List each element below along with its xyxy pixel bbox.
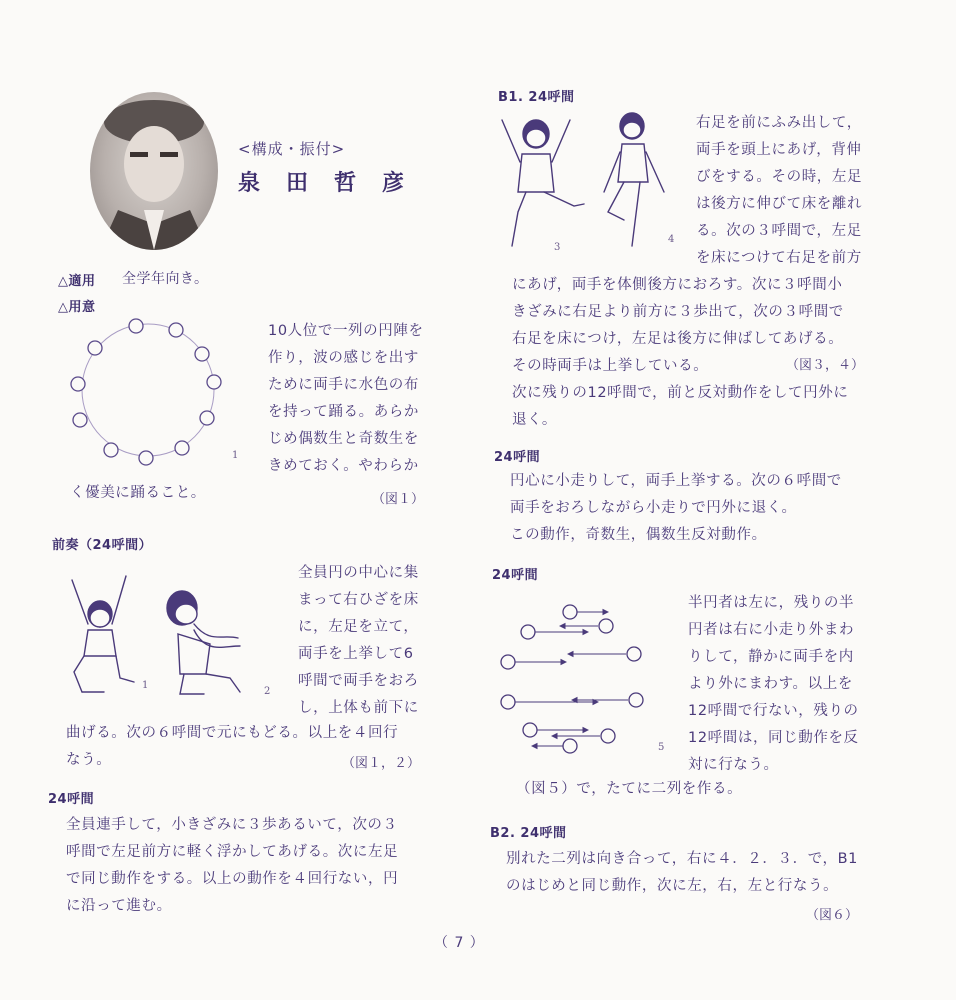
prelude-line: し，上体も前下に — [298, 700, 419, 716]
figure-1-number: 1 — [232, 450, 239, 461]
figure-1-label: 1 — [142, 680, 149, 691]
prep-line: ために両手に水色の布 — [268, 377, 419, 393]
prep-line: きめておく。やわらか — [268, 458, 419, 474]
b1-side-line: は後方に伸びて床を離れ — [696, 196, 863, 212]
b1-side-line: 両手を頭上にあげ，背伸 — [696, 142, 862, 158]
section-a-line: 呼間で左足前方に軽く浮かしてあげる。次に左足 — [66, 844, 399, 860]
apply-label: △適用 — [58, 274, 96, 289]
figure-3-label: 3 — [554, 242, 561, 253]
b2-fig-ref: （図６） — [806, 908, 859, 923]
b1-side-text — [696, 110, 862, 272]
page-number: （ 7 ） — [434, 935, 485, 951]
prelude-line: 両手を上挙して6 — [298, 646, 414, 662]
section-d-line: 半円者は左に，残りの半 — [688, 595, 855, 611]
section-d-line: 12呼間は，同じ動作を反 — [688, 730, 859, 746]
section-d-line: 12呼間で行ない，残りの — [688, 703, 859, 719]
prep-fig-ref: （図１） — [372, 492, 425, 507]
section-c-line: 円心に小走りして，両手上挙する。次の６呼間で — [510, 473, 842, 489]
prep-line: 10人位で一列の円陣を — [268, 323, 424, 339]
prelude-line: まって右ひざを床 — [298, 592, 419, 608]
credit-name: 泉 田 哲 彦 — [238, 171, 407, 196]
b2-line: のはじめと同じ動作，次に左，右，左と行なう。 — [506, 878, 839, 894]
b1-side-line: びをする。その時，左足 — [696, 169, 863, 185]
section-a-line: 全員連手して，小きざみに３歩あるいて，次の３ — [66, 817, 398, 833]
b1-side-line: る。次の３呼間で，左足 — [696, 223, 862, 239]
prelude-full-line: 曲げる。次の６呼間で元にもどる。以上を４回行 — [66, 725, 399, 741]
section-d-heading: 24呼間 — [492, 568, 539, 583]
section-d-after-line: （図５）で，たてに二列を作る。 — [516, 781, 743, 797]
prelude-fig-ref: （図１，２） — [342, 756, 421, 771]
figure-5-line-movement-diagram — [496, 600, 656, 760]
figure-4-label: 4 — [668, 234, 675, 245]
prep-line: 作り，波の感じを出す — [268, 350, 419, 366]
b1-side-line: 右足を前にふみ出して， — [696, 115, 862, 131]
prelude-heading: 前奏（24呼間） — [52, 538, 153, 553]
b1-side-line: を床につけて右足を前方 — [696, 250, 862, 266]
figure-2-label: 2 — [264, 686, 271, 697]
prelude-line: 呼間で両手をおろ — [298, 673, 419, 689]
apply-value: 全学年向き。 — [122, 271, 209, 287]
b1-full-line: にあげ，両手を体側後方におろす。次に３呼間小 — [512, 277, 843, 293]
b1-after-line: 次に残りの12呼間で，前と反対動作をして円外に — [512, 385, 849, 401]
section-d-line: 円者は右に小走り外まわ — [688, 622, 855, 638]
b1-heading: B1. 24呼間 — [498, 90, 575, 105]
prep-line: を持って踊る。あらか — [268, 404, 419, 420]
b1-after-line: 退く。 — [512, 412, 558, 428]
b2-text — [506, 846, 858, 900]
prelude-text-block — [298, 560, 419, 722]
prelude-full-line: なう。 — [66, 752, 112, 768]
b2-heading: B2. 24呼間 — [490, 826, 567, 841]
b1-after-text — [512, 380, 848, 434]
choreographer-photo — [90, 92, 218, 250]
section-c-line: 両手をおろしながら小走りで円外に退く。 — [510, 500, 797, 516]
prelude-line: 全員円の中心に集 — [298, 565, 419, 581]
section-c-heading: 24呼間 — [494, 450, 541, 465]
section-d-line: 対に行なう。 — [688, 757, 779, 773]
section-a-text — [66, 812, 398, 920]
section-a-line: に沿って進む。 — [66, 898, 172, 914]
prep-text-block — [268, 318, 424, 480]
section-d-line: りして，静かに両手を内 — [688, 649, 854, 665]
section-d-side-text — [688, 590, 859, 779]
photo-figure — [90, 92, 218, 250]
credit-role: <構成・振付> — [238, 140, 346, 158]
figure-1-circle-formation — [68, 318, 228, 478]
b1-full-line: 右足を床につけ，左足は後方に伸ばしてあげる。 — [512, 331, 844, 347]
figure-3-4-standing-dancers — [496, 112, 686, 252]
prep-label: △用意 — [58, 300, 96, 315]
b2-line: 別れた二列は向き合って，右に４．２．３．で，B1 — [506, 851, 858, 867]
b1-full-line: きざみに右足より前方に３歩出て，次の３呼間で — [512, 304, 844, 320]
section-d-line: より外にまわす。以上を — [688, 676, 853, 692]
b1-fig-ref: （図３，４） — [786, 358, 865, 373]
figure-5-label: 5 — [658, 742, 665, 753]
prep-line: じめ偶数生と奇数生を — [268, 431, 419, 447]
section-a-heading: 24呼間 — [48, 792, 95, 807]
prep-last-line: く優美に踊ること。 — [70, 485, 206, 501]
section-a-line: で同じ動作をする。以上の動作を４回行ない，円 — [66, 871, 399, 887]
b1-full-line: その時両手は上挙している。 — [512, 358, 709, 374]
section-c-line: この動作，奇数生，偶数生反対動作。 — [510, 527, 767, 543]
section-c-text — [510, 468, 842, 549]
prelude-line: に，左足を立て， — [298, 619, 419, 635]
figure-1-2-kneeling-dancers — [60, 574, 260, 704]
